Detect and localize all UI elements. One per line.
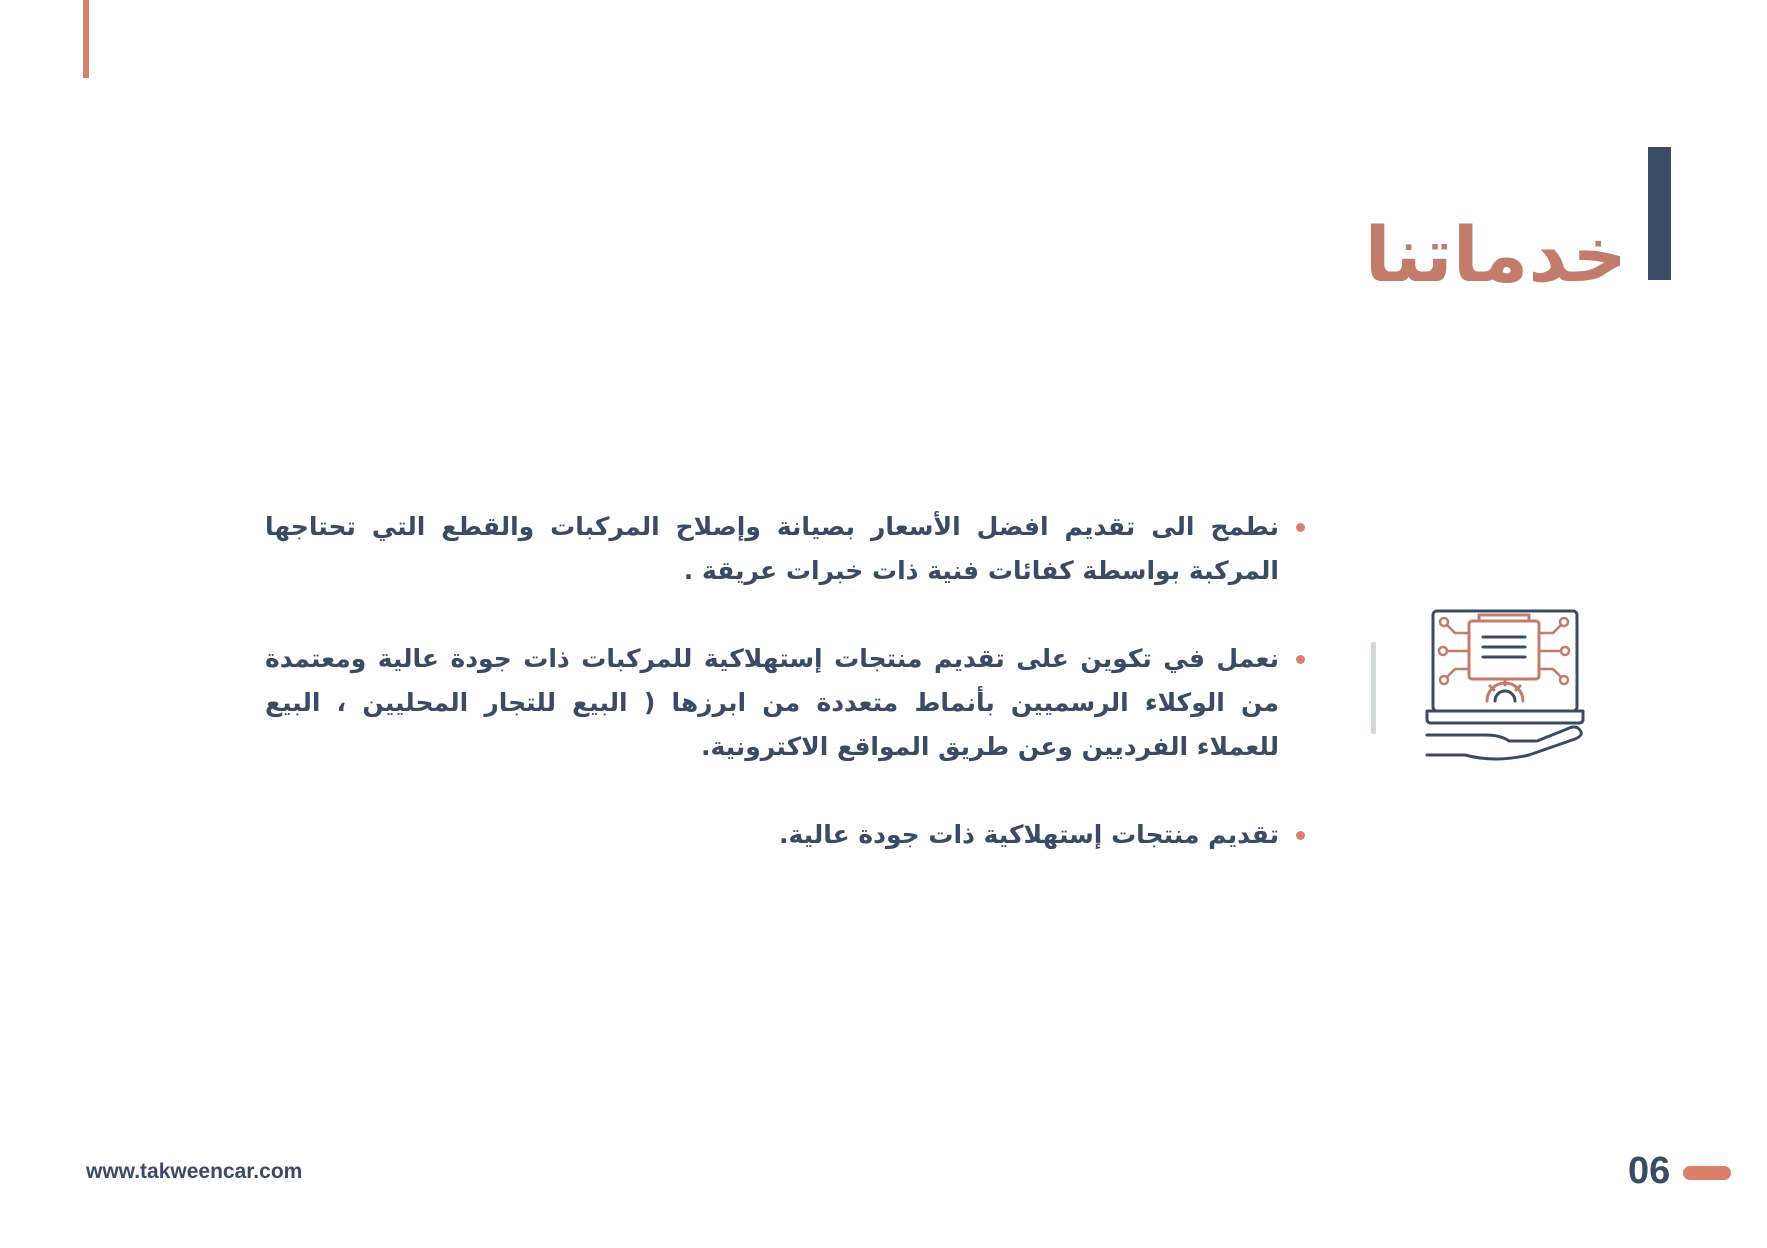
vertical-divider — [1371, 642, 1376, 734]
page-number-pill — [1683, 1166, 1731, 1180]
list-item — [265, 813, 1315, 857]
bullet-dot — [1296, 655, 1305, 664]
page-title: خدماتنا — [1364, 210, 1627, 299]
footer-website-url[interactable]: www.takweencar.com — [86, 1160, 303, 1183]
laptop-gear-hand-icon — [1425, 607, 1585, 767]
service-text: نعمل في تكوين على تقديم منتجات إستهلاكية للمركبات ذات جودة عالية ومعتمدة من الوكلاء الرسميين بأنماط متعددة من ابرزها ( البيع للتجار المحليين ، البيع للعملاء الفرديين وعن طريق المواقع الاكترونية. — [265, 644, 1279, 761]
list-item — [265, 637, 1315, 769]
services-list — [265, 505, 1315, 901]
title-accent-bar — [1648, 147, 1671, 280]
bullet-dot — [1296, 523, 1305, 532]
bullet-dot — [1296, 831, 1305, 840]
service-text: نطمح الى تقديم افضل الأسعار بصيانة وإصلاح المركبات والقطع التي تحتاجها المركبة بواسطة كفائات فنية ذات خبرات عريقة . — [265, 512, 1279, 585]
page-number: 06 — [1628, 1150, 1671, 1192]
list-item — [265, 505, 1315, 593]
service-text: تقديم منتجات إستهلاكية ذات جودة عالية. — [778, 820, 1279, 849]
top-accent-bar — [83, 0, 89, 78]
